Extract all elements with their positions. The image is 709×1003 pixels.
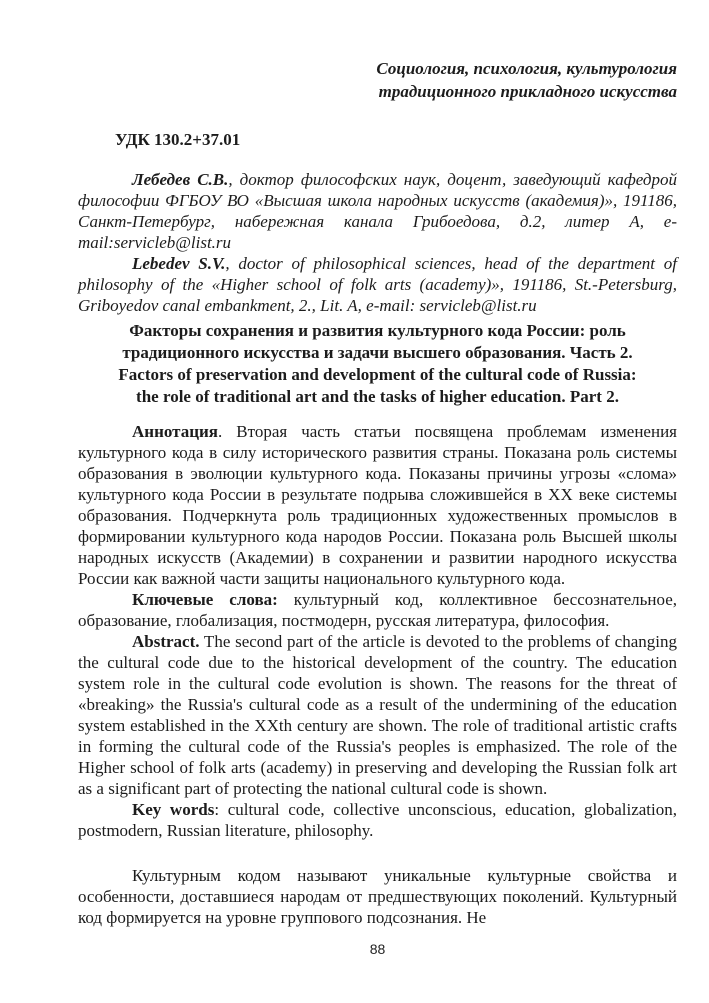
- author-info-en: [78, 253, 677, 316]
- keywords-ru-text: культурный код, коллективное бессознательное, образование, глобализация, постмодерн, русская литература, философия.: [78, 590, 678, 630]
- article-title-en-line-1: Factors of preservation and development of the cultural code of Russia:: [118, 365, 637, 384]
- author-name-ru: Лебедев С.В.: [132, 170, 229, 189]
- abstract-label: Abstract.: [132, 632, 200, 651]
- udc-code: УДК 130.2+37.01: [115, 130, 241, 149]
- author-details-en: , doctor of philosophical sciences, head of the department of philosophy of the «Higher school of folk arts (academy)», 191186, St.-Petersburg, Griboyedov canal embankment, 2., Lit. A, e-mail: servicleb@list.ru: [78, 254, 677, 315]
- author-name-en: Lebedev S.V.: [132, 254, 226, 273]
- article-title-ru-line-1: Факторы сохранения и развития культурного кода России: роль: [129, 321, 626, 340]
- article-title-ru-line-2: традиционного искусства и задачи высшего образования. Часть 2.: [122, 343, 633, 362]
- author-info-ru: [78, 169, 677, 253]
- annotation-label: Аннотация: [132, 422, 218, 441]
- abstract-paragraph: [78, 631, 677, 799]
- annotation-text: . Вторая часть статьи посвящена проблемам изменения культурного кода в силу исторического развития страны. Показана роль системы образования в эволюции культурного кода. Показаны причины угрозы «слома» культурного кода России в результате подрыва сложившейся в XX веке системы образования. Подчеркнута роль традиционных художественных промыслов в формировании культурного кода народов России. Показана роль Высшей школы народных искусств (Академии) в сохранении и развитии народного искусства России как важной части защиты национального культурного кода.: [78, 422, 677, 588]
- page-number: 88: [369, 941, 386, 957]
- keywords-ru-label: Ключевые слова:: [132, 590, 278, 609]
- journal-header-line-1: Социология, психология, культурология: [376, 59, 677, 78]
- article-title: [78, 320, 677, 408]
- author-details-ru: , доктор философских наук, доцент, заведующий кафедрой философии ФГБОУ ВО «Высшая школа народных искусств (академия)», 191186, Санкт-Петербург, набережная канала Грибоедова, д.2, литер А, e-mail:servicleb@list.ru: [78, 170, 677, 252]
- annotation-paragraph: [78, 421, 677, 589]
- body-paragraph-text: Культурным кодом называют уникальные культурные свойства и особенности, доставшиеся народам от предшествующих поколений. Культурный код формируется на уровне группового подсознания. Не: [78, 866, 677, 927]
- keywords-en-text: : cultural code, collective unconscious, education, globalization, postmodern, Russian literature, philosophy.: [78, 800, 677, 840]
- journal-section-header: [78, 57, 677, 103]
- keywords-ru-paragraph: [78, 589, 677, 631]
- keywords-en-label: Key words: [132, 800, 215, 819]
- body-paragraph: [78, 865, 677, 928]
- abstract-text: The second part of the article is devoted to the problems of changing the cultural code due to the historical development of the country. The education system role in the cultural code evolution is shown. The reasons for the threat of «breaking» the Russia's cultural code as a result of the undermining of the education system established in the XXth century are shown. The role of traditional artistic crafts in forming the cultural code of the Russia's peoples is emphasized. The role of the Higher school of folk arts (academy) in preserving and developing the Russian folk art as a significant part of protecting the national cultural code is shown.: [78, 632, 677, 798]
- keywords-en-paragraph: [78, 799, 677, 841]
- journal-header-line-2: традиционного прикладного искусства: [378, 82, 677, 101]
- article-title-en-line-2: the role of traditional art and the tasks of higher education. Part 2.: [136, 387, 619, 406]
